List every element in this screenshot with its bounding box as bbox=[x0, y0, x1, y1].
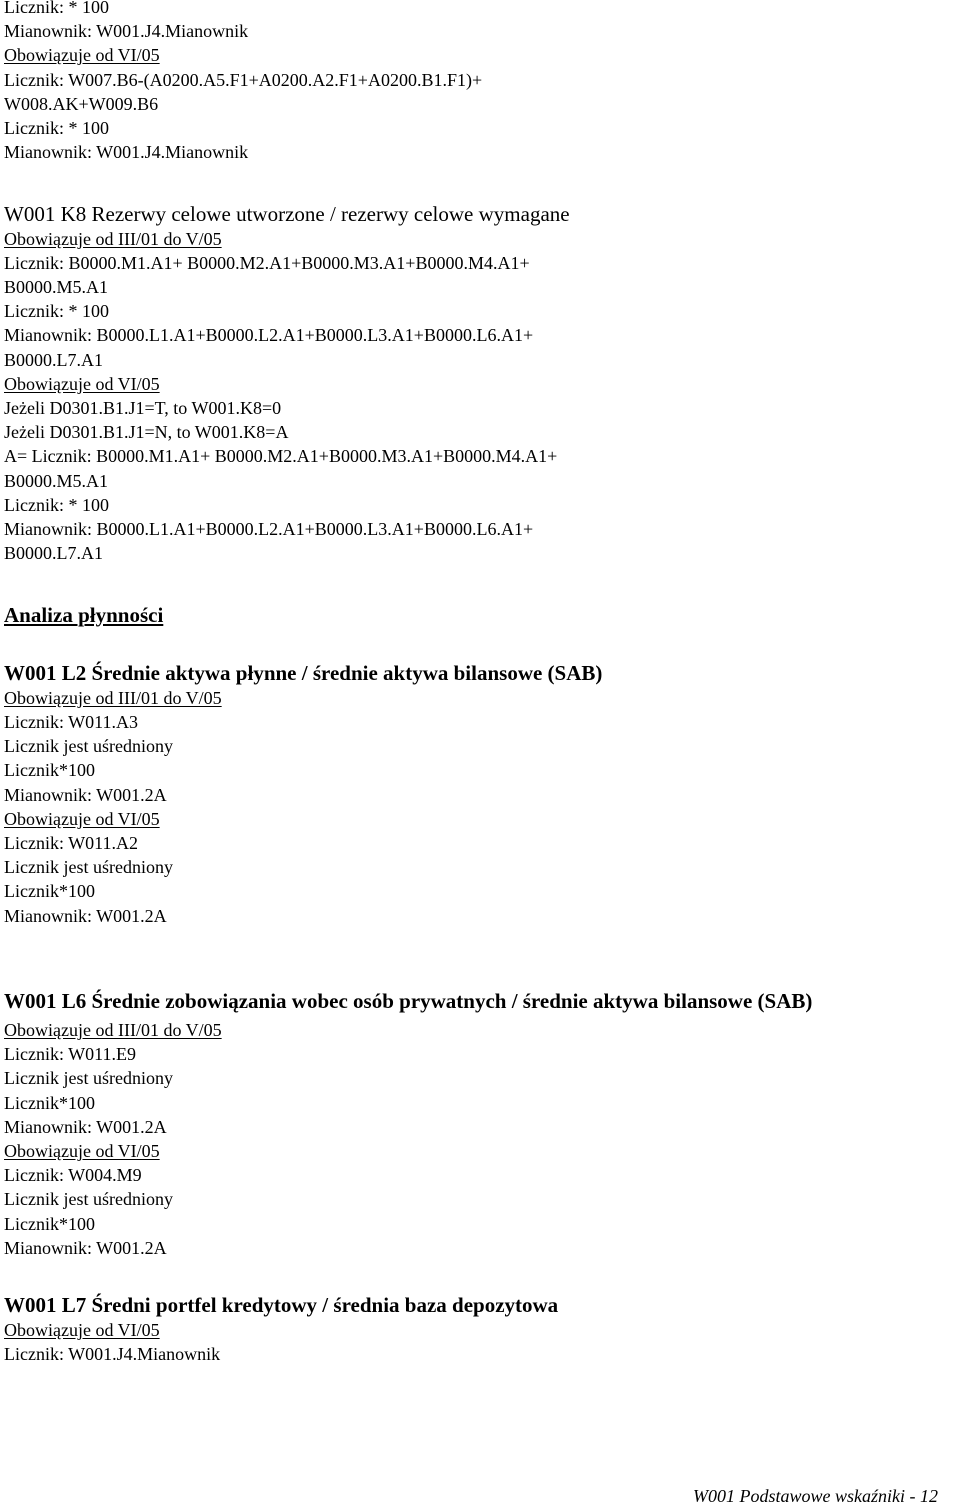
text-line: Mianownik: W001.J4.Mianownik bbox=[4, 142, 249, 163]
validity-line: Obowiązuje od III/01 do V/05 bbox=[4, 228, 222, 249]
validity-line: Obowiązuje od VI/05 bbox=[4, 808, 160, 829]
indicator-l2 bbox=[4, 660, 956, 928]
text-line: Mianownik: B0000.L1.A1+B0000.L2.A1+B0000.L3.A1+B0000.L6.A1+ bbox=[4, 325, 534, 346]
text-line: Jeżeli D0301.B1.J1=N, to W001.K8=A bbox=[4, 422, 289, 443]
text-line: Licznik: W004.M9 bbox=[4, 1165, 142, 1186]
text-line: Licznik jest uśredniony bbox=[4, 1068, 173, 1089]
text-line: Licznik*100 bbox=[4, 881, 95, 902]
validity-line: Obowiązuje od III/01 do V/05 bbox=[4, 1020, 222, 1041]
text-line: Licznik: * 100 bbox=[4, 494, 109, 515]
indicator-l7 bbox=[4, 1292, 956, 1366]
spacer bbox=[4, 952, 956, 985]
validity-line: Obowiązuje od III/01 do V/05 bbox=[4, 687, 222, 708]
spacer bbox=[4, 928, 956, 952]
text-line: Jeżeli D0301.B1.J1=T, to W001.K8=0 bbox=[4, 398, 282, 419]
text-line: Mianownik: W001.J4.Mianownik bbox=[4, 21, 249, 42]
spacer bbox=[4, 590, 956, 602]
indicator-title: W001 L7 Średni portfel kredytowy / średnia baza depozytowa bbox=[4, 1293, 559, 1318]
text-line: Licznik: W011.E9 bbox=[4, 1044, 136, 1065]
text-line: B0000.L7.A1 bbox=[4, 349, 103, 370]
section-title: Analiza płynności bbox=[4, 602, 164, 627]
text-line: Licznik jest uśredniony bbox=[4, 736, 173, 757]
indicator-l6 bbox=[4, 985, 956, 1260]
validity-line: Obowiązuje od VI/05 bbox=[4, 1320, 160, 1341]
text-line: Licznik jest uśredniony bbox=[4, 857, 173, 878]
text-line: Mianownik: W001.2A bbox=[4, 1116, 167, 1137]
spacer bbox=[4, 652, 956, 660]
document-page bbox=[4, 0, 956, 1367]
text-line: Licznik: W011.A2 bbox=[4, 833, 138, 854]
text-line: Licznik: * 100 bbox=[4, 301, 109, 322]
spacer bbox=[4, 189, 956, 201]
text-line: Licznik*100 bbox=[4, 760, 95, 781]
text-line: Licznik*100 bbox=[4, 1092, 95, 1113]
text-line: B0000.M5.A1 bbox=[4, 277, 109, 298]
text-line: A= Licznik: B0000.M1.A1+ B0000.M2.A1+B0000.M3.A1+B0000.M4.A1+ bbox=[4, 446, 558, 467]
spacer bbox=[4, 164, 956, 188]
text-line: Licznik*100 bbox=[4, 1213, 95, 1234]
indicator-title: W001 L6 Średnie zobowiązania wobec osób prywatnych / średnie aktywa bilansowe (SAB) bbox=[4, 989, 813, 1014]
indicator-title: W001 K8 Rezerwy celowe utworzone / rezerwy celowe wymagane bbox=[4, 201, 570, 226]
text-line: Licznik jest uśredniony bbox=[4, 1189, 173, 1210]
top-block bbox=[4, 0, 956, 164]
indicator-title: W001 L2 Średnie aktywa płynne / średnie aktywa bilansowe (SAB) bbox=[4, 660, 603, 685]
spacer bbox=[4, 565, 956, 589]
text-line: B0000.L7.A1 bbox=[4, 543, 103, 564]
text-line: Licznik: * 100 bbox=[4, 118, 109, 139]
indicator-k8 bbox=[4, 201, 956, 566]
validity-line: Obowiązuje od VI/05 bbox=[4, 373, 160, 394]
validity-line: Obowiązuje od VI/05 bbox=[4, 1141, 160, 1162]
text-line: Licznik: W011.A3 bbox=[4, 712, 138, 733]
spacer bbox=[4, 1284, 956, 1292]
validity-line: Obowiązuje od VI/05 bbox=[4, 45, 160, 66]
text-line: Mianownik: B0000.L1.A1+B0000.L2.A1+B0000.L3.A1+B0000.L6.A1+ bbox=[4, 519, 534, 540]
spacer bbox=[4, 1260, 956, 1284]
page-footer: W001 Podstawowe wskaźniki - 12 bbox=[693, 1486, 938, 1506]
text-line: Mianownik: W001.2A bbox=[4, 1237, 167, 1258]
text-line: B0000.M5.A1 bbox=[4, 470, 109, 491]
text-line: Licznik: W007.B6-(A0200.A5.F1+A0200.A2.F1+A0200.B1.F1)+ bbox=[4, 69, 483, 90]
text-line: Mianownik: W001.2A bbox=[4, 905, 167, 926]
text-line: Licznik: B0000.M1.A1+ B0000.M2.A1+B0000.M3.A1+B0000.M4.A1+ bbox=[4, 252, 530, 273]
text-line: Licznik: * 100 bbox=[4, 0, 109, 17]
text-line: Licznik: W001.J4.Mianownik bbox=[4, 1344, 221, 1365]
spacer bbox=[4, 628, 956, 652]
text-line: Mianownik: W001.2A bbox=[4, 784, 167, 805]
text-line: W008.AK+W009.B6 bbox=[4, 93, 159, 114]
